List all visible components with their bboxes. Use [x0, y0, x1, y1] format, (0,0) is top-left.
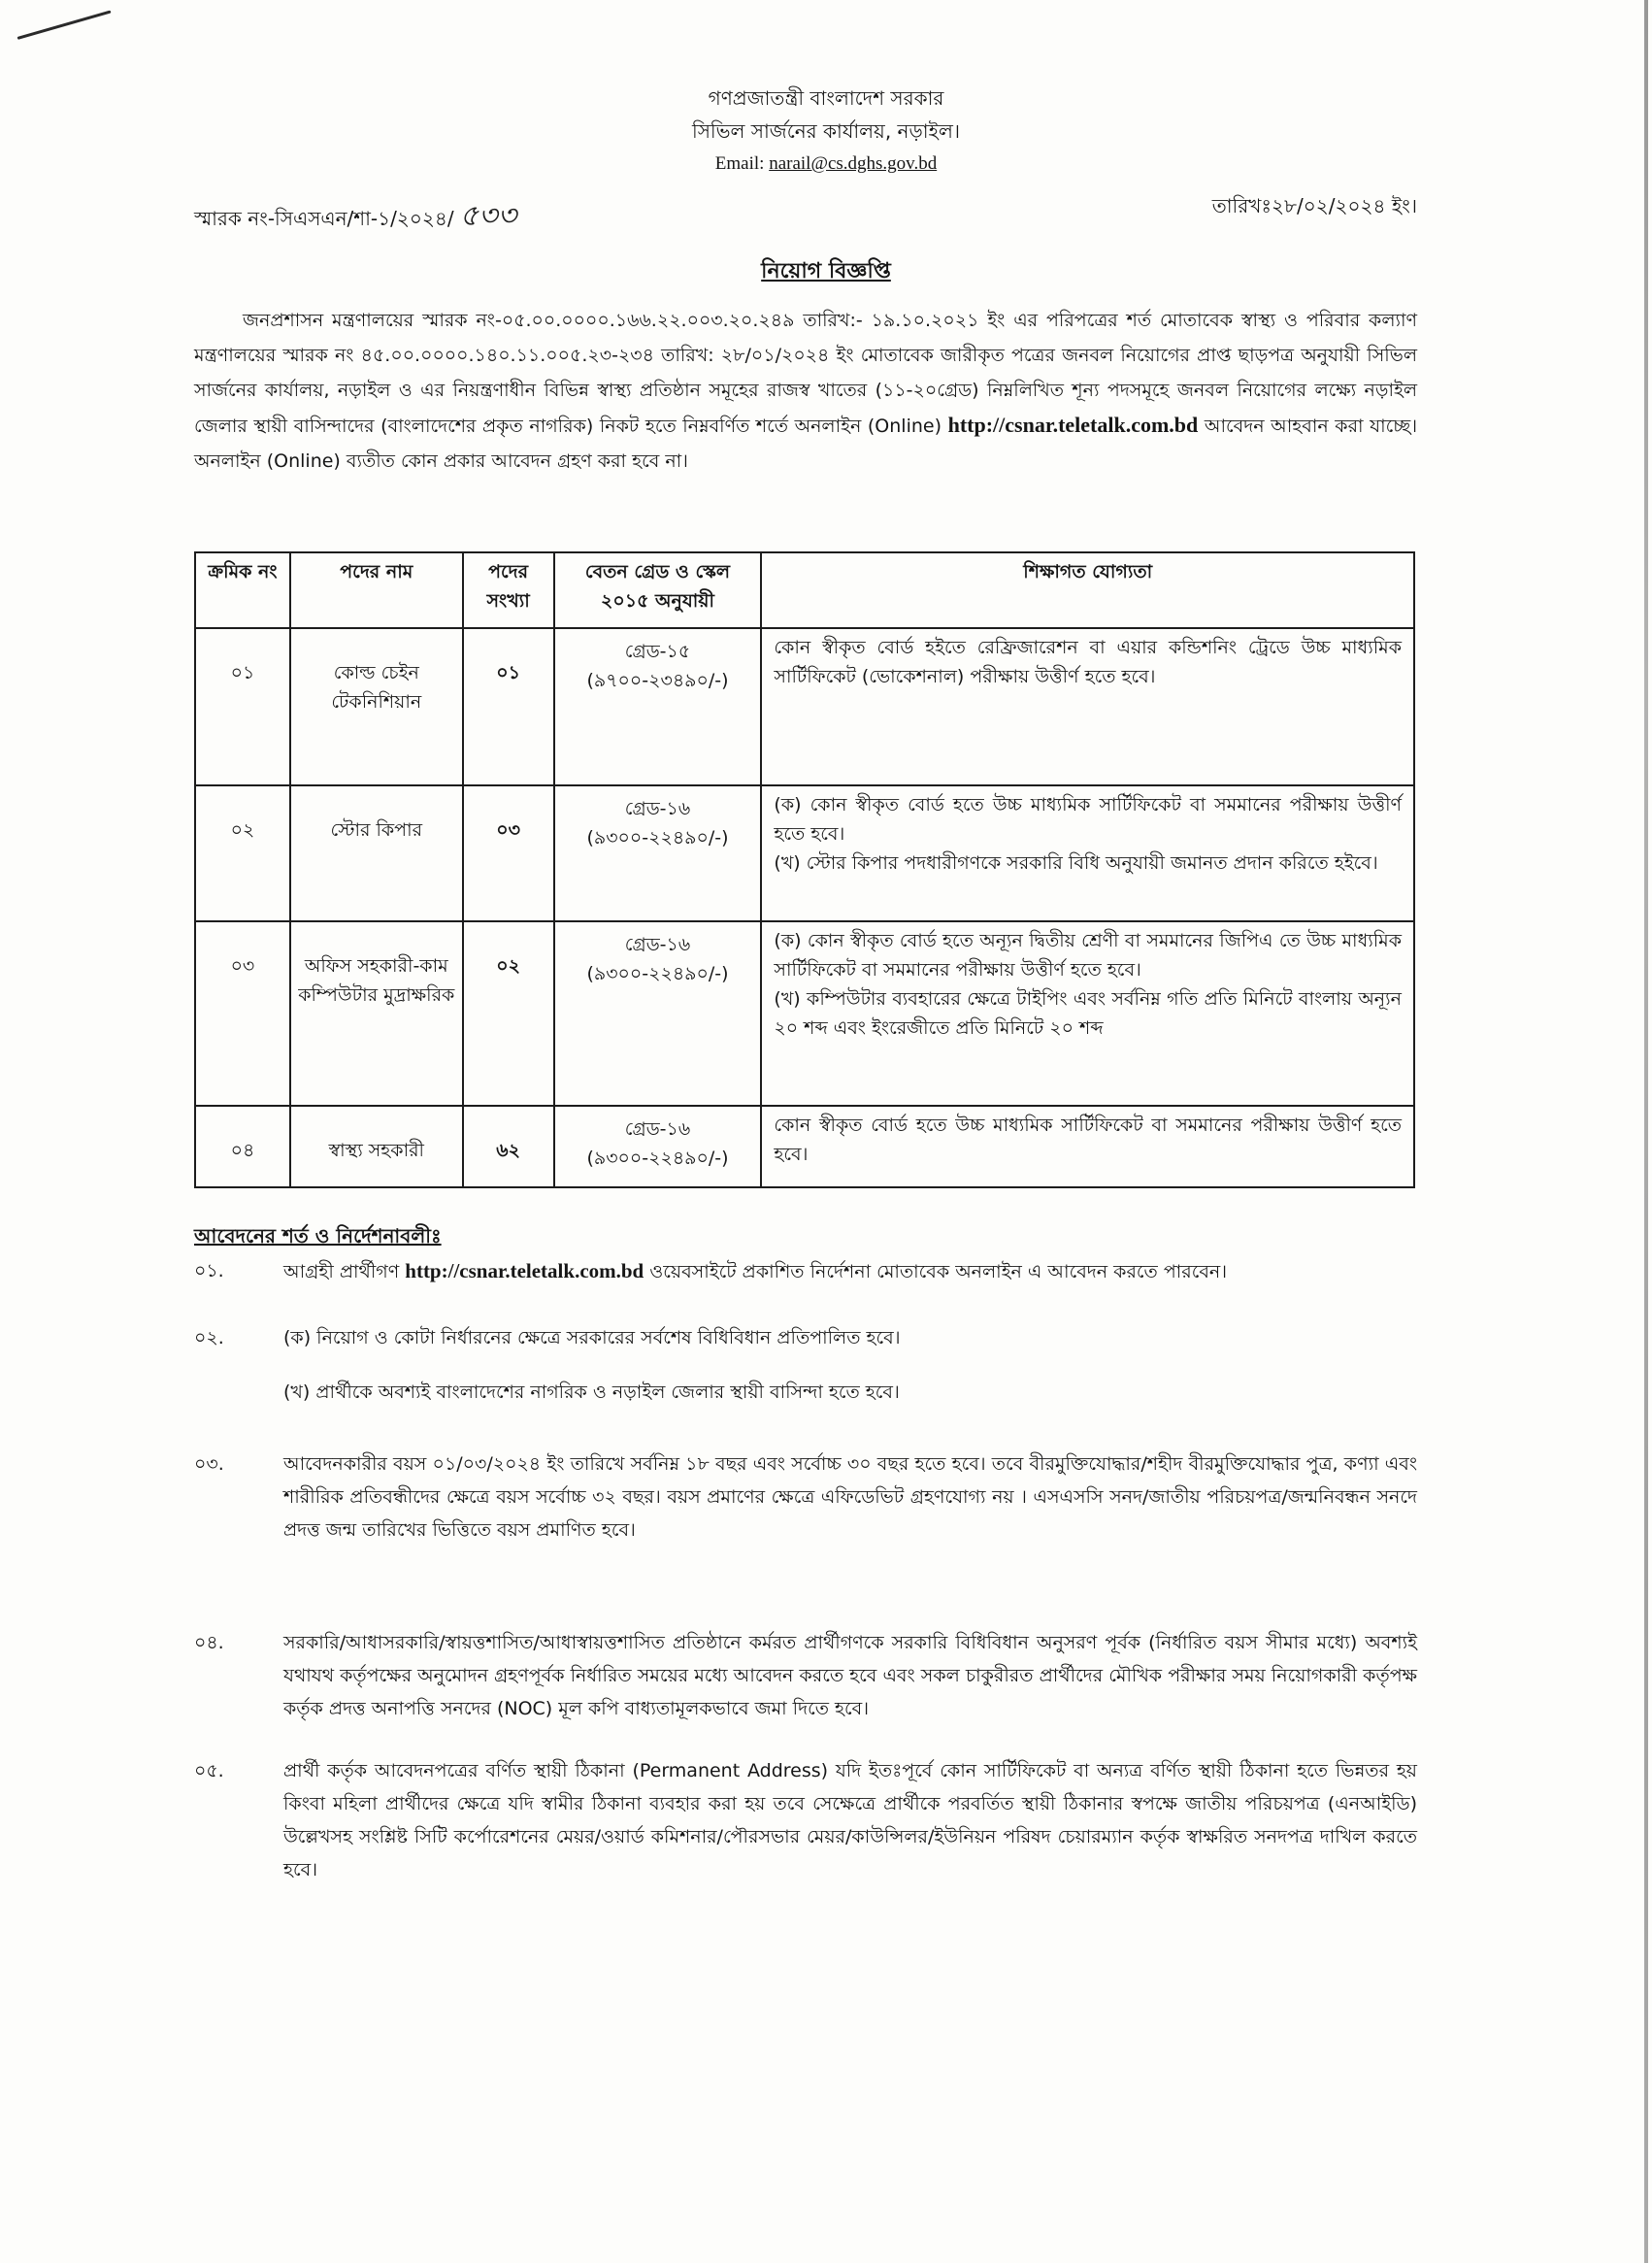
- table-row: [195, 1106, 1414, 1187]
- email-address: narail@cs.dghs.gov.bd: [769, 153, 938, 174]
- row-serial: ০৩: [195, 921, 290, 1106]
- grade-label: গ্রেড-১৬: [624, 1118, 691, 1140]
- table-row: [195, 628, 1414, 785]
- condition-item: [194, 1448, 1417, 1547]
- condition-number: ০২.: [194, 1327, 224, 1348]
- memo-label: স্মারক নং-সিএসএন/শা-১/২০২৪/: [194, 207, 454, 230]
- intro-text: জনপ্রশাসন মন্ত্রণালয়ের স্মারক নং-০৫.০০.০০০০.১৬৬.২২.০০৩.২০.২৪৯ তারিখ:- ১৯.১০.২০২১ ইং এর পরিপত্রের শর্ত মোতাবেক স্বাস্থ্য ও পরিবার কল্যাণ মন্ত্রণালয়ের স্মারক নং ৪৫.০০.০০০০.১৪০.১১.০০৫.২৩-২৩৪ তারিখ: ২৮/০১/২০২৪ ইং মোতাবেক জারীকৃত পত্রের জনবল নিয়োগের প্রাপ্ত ছাড়পত্র অনুযায়ী সিভিল সার্জনের কার্যালয়, নড়াইল ও এর নিয়ন্ত্রণাধীন বিভিন্ন স্বাস্থ্য প্রতিষ্ঠান সমূহের রাজস্ব খাতের (১১-২০গ্রেড) নিম্নলিখিত শূন্য পদসমূহে জনবল নিয়োগের লক্ষ্যে নড়াইল জেলার স্থায়ী বাসিন্দাদের (বাংলাদেশের প্রকৃত নাগরিক) নিকট হতে নিম্নবর্ণিত শর্তে অনলাইন (Online): [194, 310, 1417, 437]
- row-grade: [554, 921, 762, 1106]
- header-post-count: পদের সংখ্যা: [463, 552, 554, 628]
- row-qualification: [761, 921, 1414, 1106]
- table-row: [195, 785, 1414, 921]
- qualification-line-2: (খ) কম্পিউটার ব্যবহারের ক্ষেত্রে টাইপিং এবং সর্বনিম্ন গতি প্রতি মিনিটে বাংলায় অন্যূন ২০ শব্দ এবং ইংরেজীতে প্রতি মিনিটে ২০ শব্দ: [774, 988, 1402, 1039]
- row-post-name: কোল্ড চেইন টেকনিশিয়ান: [290, 628, 463, 785]
- row-grade: [554, 1106, 762, 1187]
- memo-reference: [194, 192, 516, 242]
- office-email: [0, 148, 1652, 181]
- intro-paragraph: [194, 303, 1417, 479]
- table-header-row: [195, 552, 1414, 628]
- conditions-heading: আবেদনের শর্ত ও নির্দেশনাবলীঃ: [194, 1224, 442, 1248]
- header-post-name: পদের নাম: [290, 552, 463, 628]
- condition-text: আগ্রহী প্রার্থীগণ: [283, 1261, 406, 1282]
- row-qualification: [761, 785, 1414, 921]
- condition-item: [194, 1254, 1417, 1288]
- header-grade: বেতন গ্রেড ও স্কেল ২০১৫ অনুযায়ী: [554, 552, 762, 628]
- grade-label: গ্রেড-১৬: [624, 798, 691, 819]
- condition-number: ০৪.: [194, 1632, 224, 1653]
- row-qualification: [761, 1106, 1414, 1187]
- row-post-count: ৬২: [463, 1106, 554, 1187]
- condition-item: [194, 1321, 1417, 1409]
- email-label: Email:: [714, 153, 770, 174]
- qualification-line-2: (খ) স্টোর কিপার পদধারীগণকে সরকারি বিধি অনুযায়ী জমানত প্রদান করিতে হইবে।: [774, 852, 1378, 874]
- posts-table: [194, 551, 1415, 1188]
- row-grade: [554, 785, 762, 921]
- office-name: সিভিল সার্জনের কার্যালয়, নড়াইল।: [691, 119, 961, 143]
- grade-label: গ্রেড-১৫: [624, 641, 691, 662]
- qualification-line: (ক) কোন স্বীকৃত বোর্ড হতে উচ্চ মাধ্যমিক সার্টিফিকেট বা সমমানের পরীক্ষায় উত্তীর্ণ হতে হবে।: [774, 794, 1402, 845]
- qualification-line: কোন স্বীকৃত বোর্ড হইতে রেফ্রিজারেশন বা এয়ার কন্ডিশনিং ট্রেডে উচ্চ মাধ্যমিক সার্টিফিকেট (ভোকেশনাল) পরীক্ষায় উত্তীর্ণ হতে হবে।: [774, 637, 1402, 687]
- memo-number-handwritten: ৫৩৩: [459, 199, 517, 233]
- grade-scale: (৯৩০০-২২৪৯০/-): [586, 827, 729, 849]
- row-post-count: ০৩: [463, 785, 554, 921]
- grade-label: গ্রেড-১৬: [624, 934, 691, 955]
- government-name: গণপ্রজাতন্ত্রী বাংলাদেশ সরকার: [708, 86, 944, 110]
- conditions-section: [194, 1221, 1417, 1886]
- memo-date: তারিখঃ২৮/০২/২০২৪ ইং।: [1211, 194, 1417, 217]
- row-qualification: [761, 628, 1414, 785]
- condition-text: (ক) নিয়োগ ও কোটা নির্ধারনের ক্ষেত্রে সরকারের সর্বশেষ বিধিবিধান প্রতিপালিত হবে।: [283, 1327, 901, 1348]
- condition-text: সরকারি/আধাসরকারি/স্বায়ত্তশাসিত/আধাস্বায়ত্তশাসিত প্রতিষ্ঠানে কর্মরত প্রার্থীগণকে সরকারি বিধিবিধান অনুসরণ পূর্বক (নির্ধারিত বয়স সীমার মধ্যে) অবশ্যই যথাযথ কর্তৃপক্ষের অনুমোদন গ্রহণপূর্বক নির্ধারিত সময়ের মধ্যে আবেদন করতে হবে এবং সকল চাকুরীরত প্রার্থীদের মৌখিক পরীক্ষার সময় নিয়োগকারী কর্তৃপক্ষ কর্তৃক প্রদত্ত অনাপত্তি সনদের (NOC) মূল কপি বাধ্যতামূলকভাবে জমা দিতে হবে।: [283, 1632, 1417, 1719]
- condition-item: [194, 1754, 1417, 1886]
- condition-text-end: ওয়েবসাইটে প্রকাশিত নির্দেশনা মোতাবেক অনলাইন এ আবেদন করতে পারবেন।: [644, 1261, 1228, 1282]
- row-post-count: ০১: [463, 628, 554, 785]
- header-qualification: শিক্ষাগত যোগ্যতা: [761, 552, 1414, 628]
- condition-text: প্রার্থী কর্তৃক আবেদনপত্রের বর্ণিত স্থায়ী ঠিকানা (Permanent Address) যদি ইতঃপূর্বে কোন সার্টিফিকেট বা অন্যত্র বর্ণিত স্থায়ী ঠিকানা হতে ভিন্নতর হয় কিংবা মহিলা প্রার্থীদের ক্ষেত্রে যদি স্বামীর ঠিকানা ব্যবহার করা হয় তবে সেক্ষেত্রে প্রার্থীকে পরবর্তিত স্থায়ী ঠিকানার স্বপক্ষে জাতীয় পরিচয়পত্র (এনআইডি) উল্লেখসহ সংশ্লিষ্ট সিটি কর্পোরেশনের মেয়র/ওয়ার্ড কমিশনার/পৌরসভার মেয়র/কাউন্সিলর/ইউনিয়ন পরিষদ চেয়ারম্যান কর্তৃক স্বাক্ষরিত সনদপত্র দাখিল করতে হবে।: [283, 1760, 1417, 1880]
- condition-number: ০১.: [194, 1260, 224, 1281]
- header-serial: ক্রমিক নং: [195, 552, 290, 628]
- condition-number: ০৩.: [194, 1453, 224, 1475]
- letterhead: [0, 82, 1652, 181]
- grade-scale: (৯৩০০-২২৪৯০/-): [586, 1148, 729, 1169]
- row-grade: [554, 628, 762, 785]
- memo-row: [194, 192, 1417, 233]
- notice-title: [0, 254, 1652, 290]
- row-serial: ০১: [195, 628, 290, 785]
- row-post-count: ০২: [463, 921, 554, 1106]
- condition-item: [194, 1626, 1417, 1725]
- table-row: [195, 921, 1414, 1106]
- scan-pen-mark: [17, 10, 112, 39]
- scan-edge-shadow: [1644, 0, 1648, 2263]
- row-post-name: স্টোর কিপার: [290, 785, 463, 921]
- qualification-line: (ক) কোন স্বীকৃত বোর্ড হতে অন্যূন দ্বিতীয় শ্রেণী বা সমমানের জিপিএ তে উচ্চ মাধ্যমিক সার্টিফিকেট বা সমমানের পরীক্ষায় উত্তীর্ণ হতে হবে।: [774, 930, 1402, 981]
- row-post-name: স্বাস্থ্য সহকারী: [290, 1106, 463, 1187]
- condition-number: ০৫.: [194, 1760, 224, 1781]
- grade-scale: (৯৭০০-২৩৪৯০/-): [586, 670, 729, 691]
- grade-scale: (৯৩০০-২২৪৯০/-): [586, 963, 729, 984]
- condition-text: আবেদনকারীর বয়স ০১/০৩/২০২৪ ইং তারিখে সর্বনিম্ন ১৮ বছর এবং সর্বোচ্চ ৩০ বছর হতে হবে। তবে বীরমুক্তিযোদ্ধার/শহীদ বীরমুক্তিযোদ্ধার পুত্র, কণ্যা এবং শারীরিক প্রতিবন্ধীদের ক্ষেত্রে বয়স সর্বোচ্চ ৩২ বছর। বয়স প্রমাণের ক্ষেত্রে এফিডেভিট গ্রহণযোগ্য নয় । এসএসসি সনদ/জাতীয় পরিচয়পত্র/জন্মনিবন্ধন সনদে প্রদত্ত জন্ম তারিখের ভিত্তিতে বয়স প্রমাণিত হবে।: [283, 1453, 1417, 1541]
- row-serial: ০৪: [195, 1106, 290, 1187]
- notice-title-text: নিয়োগ বিজ্ঞপ্তি: [761, 259, 891, 283]
- application-url[interactable]: http://csnar.teletalk.com.bd: [947, 413, 1199, 437]
- qualification-line: কোন স্বীকৃত বোর্ড হতে উচ্চ মাধ্যমিক সার্টিফিকেট বা সমমানের পরীক্ষায় উত্তীর্ণ হতে হবে।: [774, 1115, 1402, 1165]
- row-post-name: অফিস সহকারী-কাম কম্পিউটার মুদ্রাক্ষরিক: [290, 921, 463, 1106]
- row-serial: ০২: [195, 785, 290, 921]
- condition-text-sub: (খ) প্রার্থীকে অবশ্যই বাংলাদেশের নাগরিক ও নড়াইল জেলার স্থায়ী বাসিন্দা হতে হবে।: [283, 1381, 900, 1403]
- intro-text-end: আবেদন আহবান করা যাচ্ছে। অনলাইন (Online) ব্যতীত কোন প্রকার আবেদন গ্রহণ করা হবে না।: [194, 416, 1417, 472]
- condition-url[interactable]: http://csnar.teletalk.com.bd: [405, 1259, 644, 1282]
